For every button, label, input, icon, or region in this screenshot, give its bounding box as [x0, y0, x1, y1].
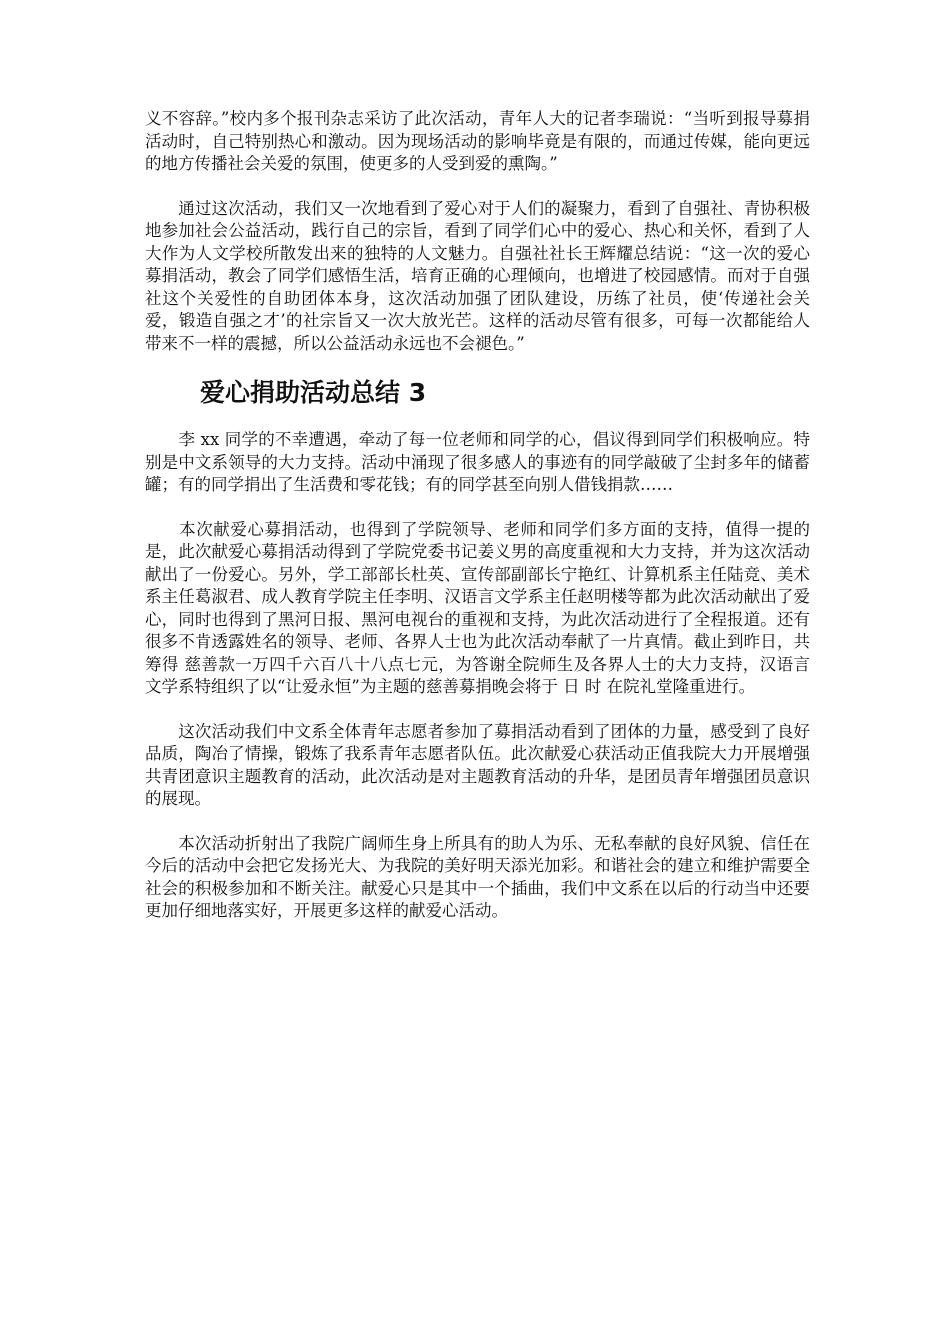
- paragraph-quote-reporter: 义不容辞。”校内多个报刊杂志采访了此次活动，青年人大的记者李瑞说：“当听到报导募捐活动时，自己特别热心和激动。因为现场活动的影响毕竟是有限的，而通过传媒，能向更远的地方传播社会关爱的氛围，使更多的人受到爱的熏陶。”: [145, 109, 810, 173]
- paragraph-volunteers: 这次活动我们中文系全体青年志愿者参加了募捐活动看到了团体的力量，感受到了良好品质，陶冶了情操，锻炼了我系青年志愿者队伍。此次献爱心获活动正值我院大力开展增强共青团意识主题教育的活动，此次活动是对主题教育活动的升华，是团员青年增强团员意识的展现。: [145, 721, 810, 808]
- paragraph-activity-reflection: 通过这次活动，我们又一次地看到了爱心对于人们的凝聚力，看到了自强社、青协积极地参加社会公益活动，践行自己的宗旨，看到了同学们心中的爱心、热心和关怀，看到了人大作为人文学校所散发出来的独特的人文魅力。自强社社长王辉耀总结说：“这一次的爱心募捐活动，教会了同学们感悟生活，培育正确的心理倾向，也增进了校园感情。而对于自强社这个关爱性的自助团体本身，这次活动加强了团队建设，历练了社员，使‘传递社会关爱，锻造自强之才’的社宗旨又一次大放光芒。这样的活动尽管有很多，可每一次都能给人带来不一样的震撼，所以公益活动永远也不会褪色。”: [145, 198, 810, 353]
- paragraph-support-details: 本次献爱心募捐活动，也得到了学院领导、老师和同学们多方面的支持，值得一提的是，此次献爱心募捐活动得到了学院党委书记姜义男的高度重视和大力支持，并为这次活动献出了一份爱心。另外，学工部部长杜英、宣传部副部长宁艳红、计算机系主任陆竞、美术系主任葛淑君、成人教育学院主任李明、汉语言文学系主任赵明楼等都为此次活动献出了爱心，同时也得到了黑河日报、黑河电视台的重视和支持，为此次活动进行了全程报道。还有很多不肯透露姓名的领导、老师、各界人士也为此次活动奉献了一片真情。截止到昨日，共筹得 慈善款一万四千六百八十八点七元，为答谢全院师生及各界人士的大力支持，汉语言文学系特组织了以“让爱永恒”为主题的慈善募捐晚会将于 日 时 在院礼堂隆重进行。: [145, 519, 810, 696]
- paragraph-conclusion: 本次活动折射出了我院广阔师生身上所具有的助人为乐、无私奉献的良好风貌、信任在今后的活动中会把它发扬光大、为我院的美好明天添光加彩。和谐社会的建立和维护需要全社会的积极参加和不断关注。献爱心只是其中一个插曲，我们中文系在以后的行动当中还要更加仔细地落实好，开展更多这样的献爱心活动。: [145, 833, 810, 920]
- document-body: [145, 108, 810, 945]
- paragraph-student-story: 李 xx 同学的不幸遭遇，牵动了每一位老师和同学的心，倡议得到同学们积极响应。特别是中文系领导的大力支持。活动中涌现了很多感人的事迹有的同学敲破了尘封多年的储蓄罐；有的同学捐出了生活费和零花钱；有的同学甚至向别人借钱捐款……: [145, 430, 810, 494]
- section-heading: 爱心捐助活动总结 3: [200, 378, 427, 407]
